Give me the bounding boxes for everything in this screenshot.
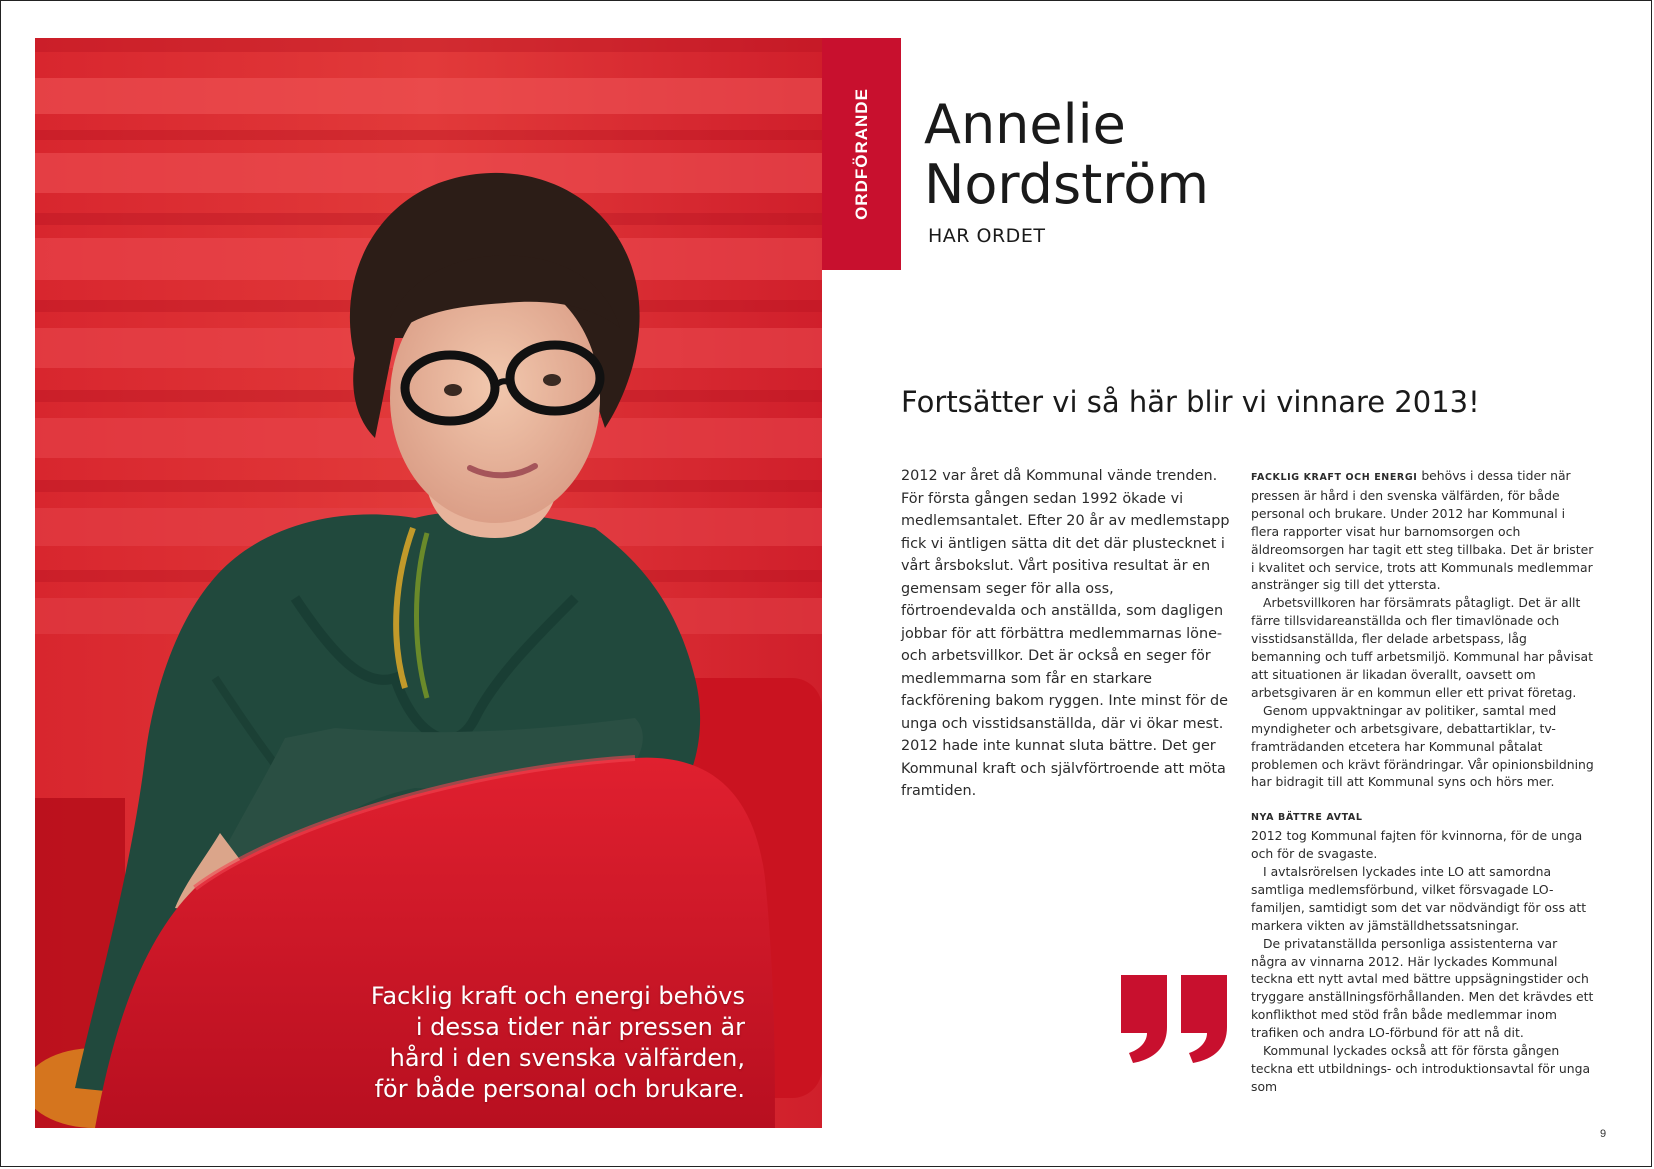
sub-heading: NYA BÄTTRE AVTAL	[1251, 812, 1363, 824]
section-tab-label: ORDFÖRANDE	[851, 88, 871, 220]
article-headline: Fortsätter vi så här blir vi vinnare 2013!	[901, 385, 1480, 419]
body-paragraph-text: behövs i dessa tider när pressen är hård i den svenska välfärden, för både personal och brukare. Under 2012 har Kommunal i flera rapporter visat hur barnomsorgen och äldreomsorgen har tagit ett steg tillbaka. Det är brister i kvalitet och service, trots att Kommunals medlemmar anstränger sig till det yttersta.	[1251, 468, 1594, 593]
name-line-last: Nordström	[924, 153, 1209, 216]
body-paragraph: Arbetsvillkoren har försämrats påtagligt. Det är allt färre tillsvidareanställda och fler timavlönade och visstidsanställda, fler delade arbetspass, låg bemanning och tuff arbetsmiljö. Kommunal har påvisat att situationen är likadan överallt, oavsett om arbetsgivaren är en kommun eller ett privat företag.	[1251, 595, 1593, 700]
page-number: 9	[1600, 1128, 1607, 1140]
body-paragraph: Genom uppvaktningar av politiker, samtal med myndigheter och arbetsgivare, debattartiklar, tv-framträdanden etcetera har Kommunal påtalat problemen och krävt förändringar. Vår opinionsbildning har bidragit till att Kommunal syns och hörs mer.	[1251, 702, 1594, 790]
quote-mark-icon	[1121, 975, 1231, 1063]
portrait-photo	[35, 38, 822, 1128]
run-in-heading: FACKLIG KRAFT OCH ENERGI	[1251, 472, 1418, 483]
section-tab	[822, 38, 901, 270]
body-paragraph	[1251, 467, 1596, 594]
intro-column: 2012 var året då Kommunal vände trenden. För första gången sedan 1992 ökade vi medlemsantalet. Efter 20 år av medlemstapp fick vi äntligen sätta dit det där plustecknet i vårt årsbokslut. Vårt positiva resultat är en gemensam seger för alla oss, förtroendevalda och anställda, som dagligen jobbar för att förbättra medlemmarnas löne- och arbetsvillkor. Det är också en seger för medlemmarna som får en starkare fackförening bakom ryggen. Inte minst för de unga och visstidsanställda, där vi ökar mest. 2012 hade inte kunnat sluta bättre. Det ger Kommunal kraft och självförtroende att möta framtiden.	[901, 468, 1230, 799]
body-paragraph: Kommunal lyckades också att för första gången teckna ett utbildnings- och introduktionsavtal för unga som	[1251, 1043, 1591, 1094]
name-heading	[924, 95, 1209, 215]
body-paragraph: I avtalsrörelsen lyckades inte LO att samordna samtliga medlemsförbund, vilket försvagade LO-familjen, samtidigt som det var nödvändigt för oss att markera vikten av jämställdhetssatsningar.	[1251, 864, 1587, 933]
subtitle: HAR ORDET	[928, 225, 1046, 247]
name-line-first: Annelie	[924, 93, 1126, 156]
body-paragraph: De privatanställda personliga assistenterna var några av vinnarna 2012. Här lyckades Kommunal teckna ett nytt avtal med bättre uppsägningstider och tryggare anställningsförhållanden. Men det krävdes ett konflikthot med stöd från både medlemmar inom trafiken och andra LO-förbund för att nå dit.	[1251, 935, 1594, 1041]
portrait-illustration	[35, 38, 822, 1128]
pull-quote: Facklig kraft och energi behövs i dessa tider när pressen är hård i den svenska välfärden, för både personal och brukare.	[370, 982, 745, 1103]
body-column	[1251, 467, 1596, 1096]
body-paragraph: 2012 tog Kommunal fajten för kvinnorna, för de unga och för de svagaste.	[1251, 828, 1583, 862]
